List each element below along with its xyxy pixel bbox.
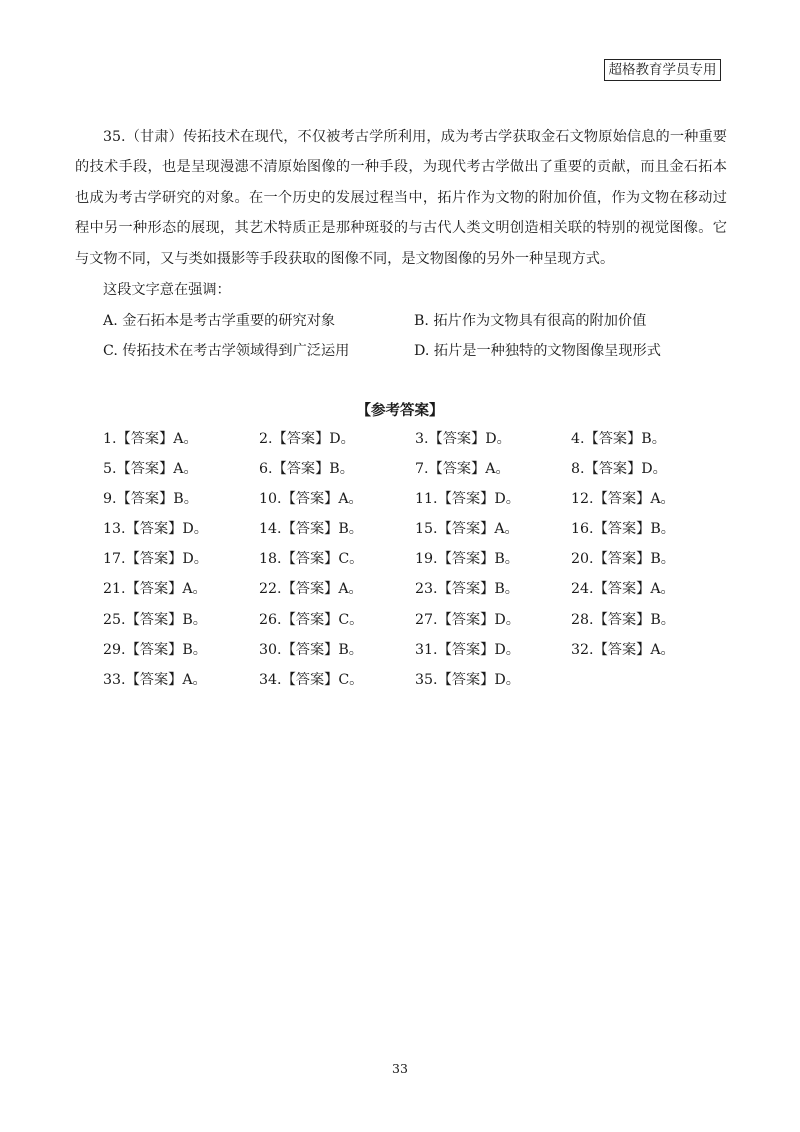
answer-item: 10.【答案】A。: [259, 491, 363, 508]
answer-item: 1.【答案】A。: [103, 431, 198, 447]
answer-item: 23.【答案】B。: [415, 581, 519, 598]
answer-item: 9.【答案】B。: [103, 491, 198, 508]
question-text: 35.（甘肃）传拓技术在现代，不仅被考古学所利用，成为考古学获取金石文物原始信息的一种重要的技术手段，也是呈现漫漶不清原始图像的一种手段，为现代考古学做出了重要的贡献，而且金石拓本也成为考古学研究的对象。在一个历史的发展过程当中，拓片作为文物的附加价值，作为文物在移动过程中另一种形态的展现，其艺术特质正是那种斑驳的与古代人类文明创造相关联的特别的视觉图像。它与文物不同，又与类如摄影等手段获取的图像不同，是文物图像的另外一种呈现方式。: [75, 129, 727, 267]
answer-item: 34.【答案】C。: [259, 671, 364, 688]
answer-item: 26.【答案】C。: [259, 611, 364, 628]
answer-item: 11.【答案】D。: [415, 491, 520, 508]
header-stamp: 超格教育学员专用: [604, 59, 721, 81]
option-c: C. 传拓技术在考古学领域得到广泛运用: [103, 343, 350, 359]
answer-item: 8.【答案】D。: [571, 461, 667, 478]
answer-item: 29.【答案】B。: [103, 641, 207, 658]
answer-item: 5.【答案】A。: [103, 461, 198, 478]
answer-item: 33.【答案】A。: [103, 671, 207, 688]
answer-item: 16.【答案】B。: [571, 521, 675, 538]
answer-item: 17.【答案】D。: [103, 551, 208, 568]
answer-item: 14.【答案】B。: [259, 521, 363, 538]
option-b: B. 拓片作为文物具有很高的附加价值: [414, 313, 647, 329]
answer-grid: [103, 427, 723, 698]
option-a: A. 金石拓本是考古学重要的研究对象: [103, 313, 336, 329]
answer-item: 24.【答案】A。: [571, 581, 675, 598]
answer-item: 12.【答案】A。: [571, 491, 675, 508]
answer-item: 13.【答案】D。: [103, 521, 208, 538]
answer-item: 3.【答案】D。: [415, 431, 511, 447]
option-d: D. 拓片是一种独特的文物图像呈现形式: [414, 343, 661, 359]
answers-title: 【参考答案】: [356, 402, 444, 419]
answer-item: 25.【答案】B。: [103, 611, 207, 628]
question-prompt: 这段文字意在强调：: [103, 282, 231, 298]
answer-item: 35.【答案】D。: [415, 671, 520, 688]
answer-item: 18.【答案】C。: [259, 551, 364, 568]
answer-item: 27.【答案】D。: [415, 611, 520, 628]
answer-item: 21.【答案】A。: [103, 581, 207, 598]
answer-item: 31.【答案】D。: [415, 641, 520, 658]
answer-item: 6.【答案】B。: [259, 461, 354, 478]
answer-item: 20.【答案】B。: [571, 551, 675, 568]
answer-item: 28.【答案】B。: [571, 611, 675, 628]
answer-item: 4.【答案】B。: [571, 431, 666, 447]
answer-item: 32.【答案】A。: [571, 641, 675, 658]
answer-item: 15.【答案】A。: [415, 521, 519, 538]
answer-item: 19.【答案】B。: [415, 551, 519, 568]
page-number: 33: [392, 1061, 408, 1076]
answer-item: 30.【答案】B。: [259, 641, 363, 658]
answer-item: 2.【答案】D。: [259, 431, 355, 447]
answer-item: 22.【答案】A。: [259, 581, 363, 598]
answer-item: 7.【答案】A。: [415, 461, 510, 478]
